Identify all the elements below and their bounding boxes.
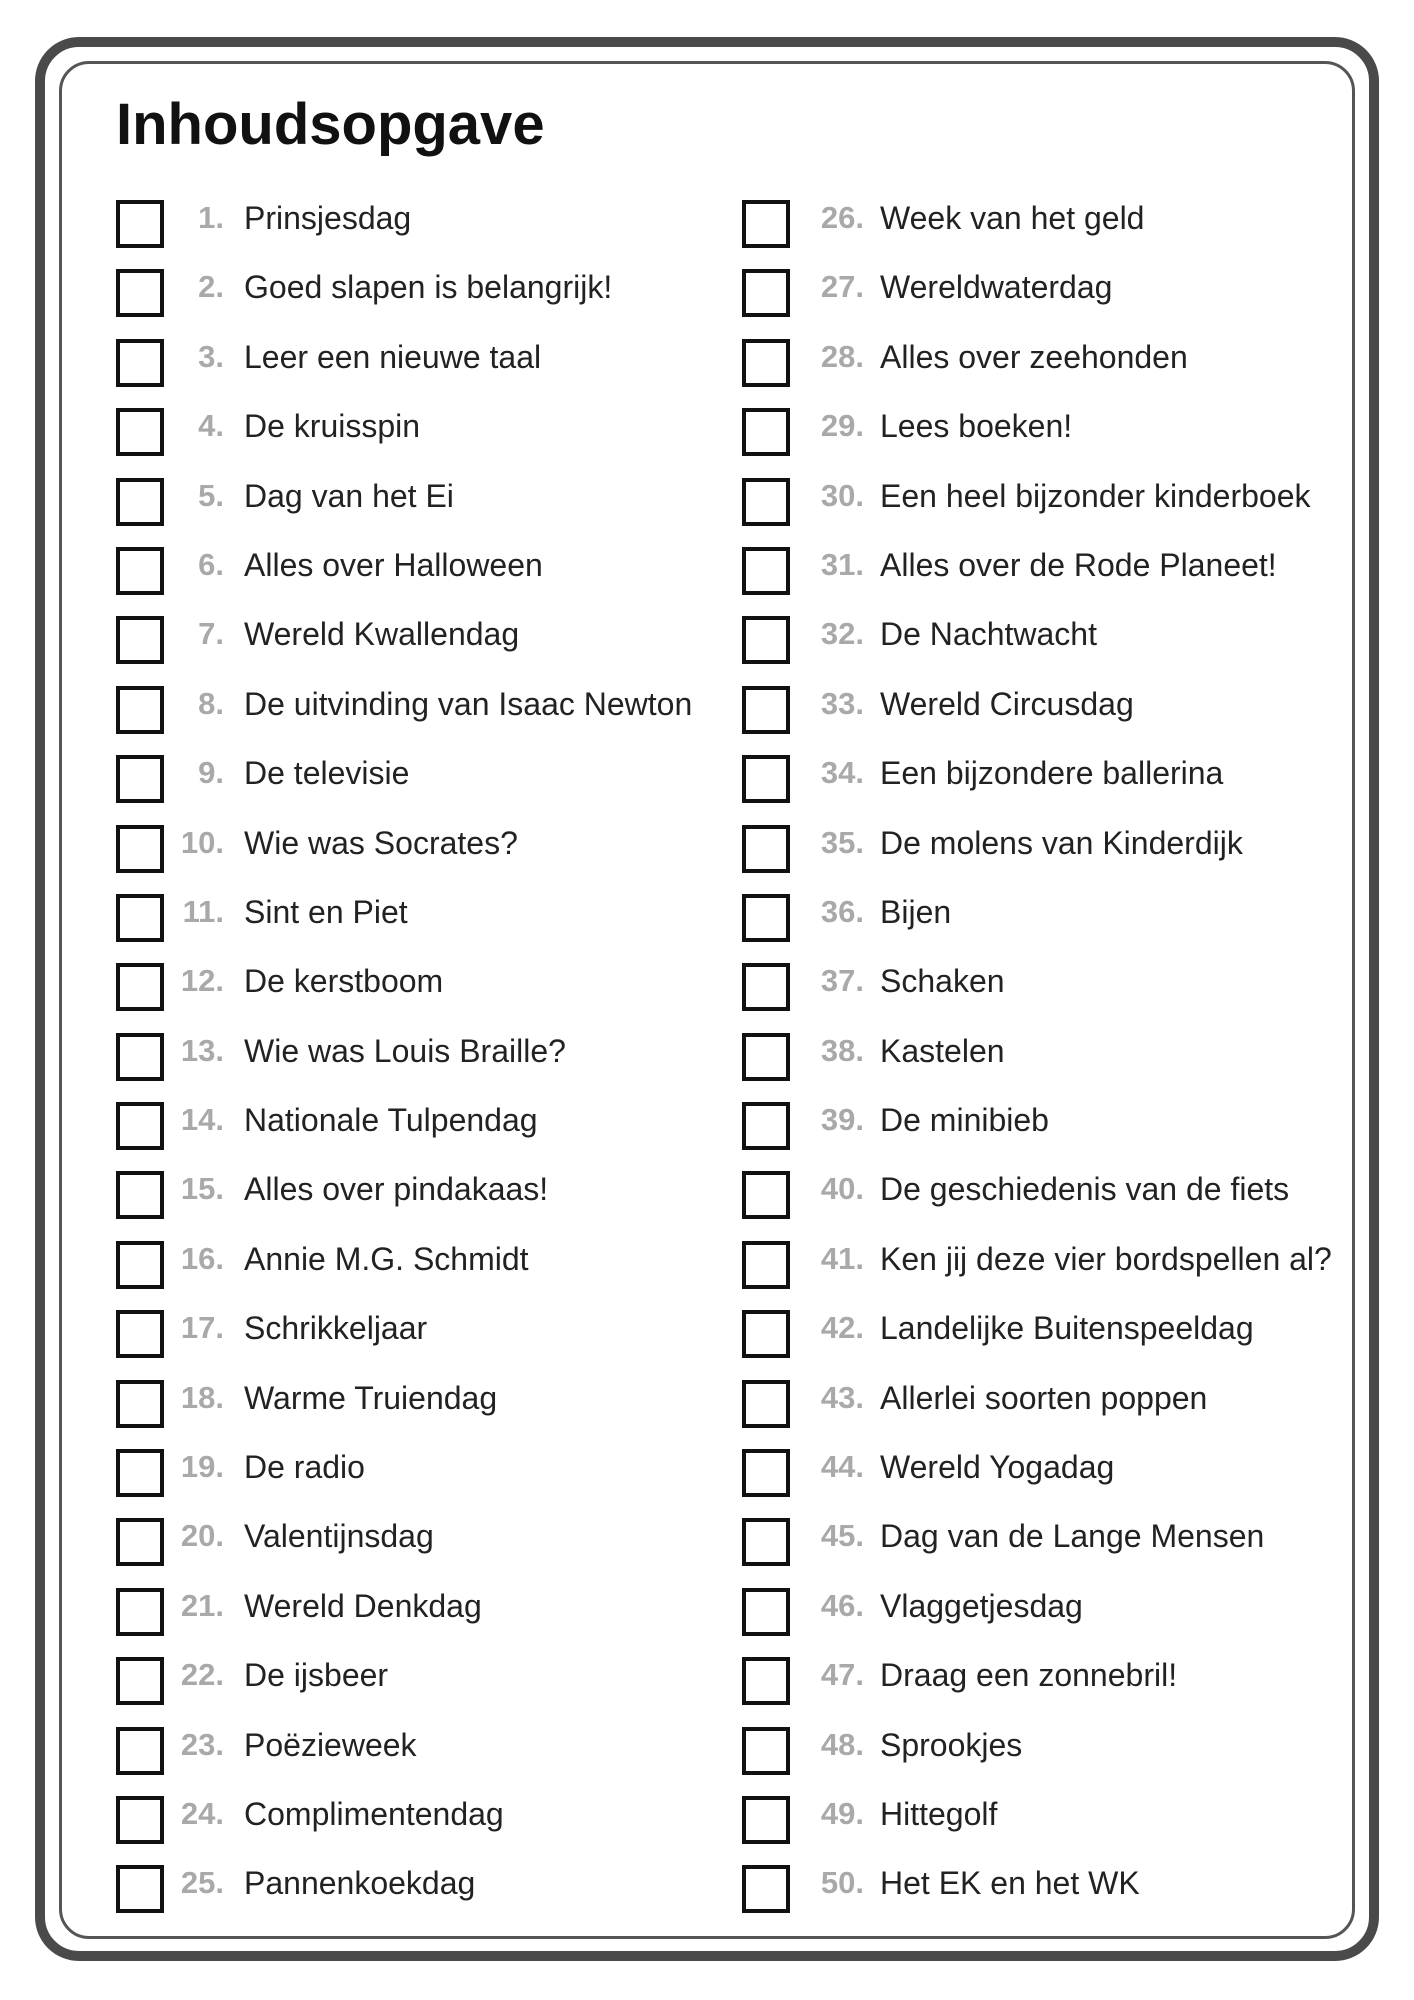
toc-item-number: 11. xyxy=(182,893,224,929)
toc-item-number: 50. xyxy=(820,1865,864,1901)
toc-item-label: Landelijke Buitenspeeldag xyxy=(880,1310,1254,1347)
toc-item-number: 25. xyxy=(180,1865,224,1901)
toc-item xyxy=(742,537,1362,606)
toc-item xyxy=(742,1717,1362,1786)
toc-item-number: 15. xyxy=(180,1171,224,1207)
toc-item-number: 35. xyxy=(820,824,864,860)
toc-item xyxy=(116,259,736,328)
toc-item-number: 40. xyxy=(820,1171,864,1207)
toc-item-number: 9. xyxy=(198,755,224,791)
toc-item xyxy=(116,1300,736,1369)
toc-item-label: Annie M.G. Schmidt xyxy=(244,1240,529,1277)
toc-item-number: 36. xyxy=(820,893,864,929)
toc-item xyxy=(116,398,736,467)
toc-item-number: 2. xyxy=(198,269,224,305)
toc-item-number: 18. xyxy=(180,1379,224,1415)
toc-item xyxy=(116,190,736,259)
toc-item-label: De Nachtwacht xyxy=(880,616,1097,653)
toc-item xyxy=(742,398,1362,467)
toc-item-label: Poëzieweek xyxy=(244,1726,417,1763)
toc-item-label: Dag van de Lange Mensen xyxy=(880,1518,1265,1555)
toc-item xyxy=(116,676,736,745)
toc-item-number: 41. xyxy=(820,1240,864,1276)
toc-item-label: De televisie xyxy=(244,755,410,792)
toc-item xyxy=(116,815,736,884)
toc-item xyxy=(742,606,1362,675)
toc-item-number: 7. xyxy=(198,616,224,652)
toc-item-number: 37. xyxy=(820,963,864,999)
toc-item-number: 30. xyxy=(820,477,864,513)
toc-item-number: 44. xyxy=(820,1449,864,1485)
toc-item xyxy=(116,537,736,606)
toc-item-label: Week van het geld xyxy=(880,200,1145,236)
toc-item-label: Pannenkoekdag xyxy=(244,1865,476,1902)
toc-item xyxy=(116,1647,736,1716)
toc-item xyxy=(742,953,1362,1022)
toc-item-label: Het EK en het WK xyxy=(880,1865,1140,1902)
toc-item-number: 34. xyxy=(820,755,864,791)
toc-item-number: 46. xyxy=(820,1587,864,1623)
toc-item-number: 17. xyxy=(180,1310,224,1346)
toc-column-left xyxy=(116,190,736,1925)
toc-item xyxy=(742,329,1362,398)
toc-item-number: 14. xyxy=(180,1102,224,1138)
toc-item xyxy=(116,1786,736,1855)
toc-item xyxy=(116,1092,736,1161)
toc-item-label: Hittegolf xyxy=(880,1795,998,1832)
toc-item xyxy=(742,676,1362,745)
toc-item xyxy=(742,1439,1362,1508)
toc-item xyxy=(116,1023,736,1092)
toc-item xyxy=(116,745,736,814)
toc-item-label: De minibieb xyxy=(880,1102,1049,1139)
toc-item xyxy=(116,1161,736,1230)
toc-item-number: 45. xyxy=(820,1518,864,1554)
toc-item xyxy=(742,815,1362,884)
toc-item-number: 23. xyxy=(180,1726,224,1762)
toc-item-number: 42. xyxy=(820,1310,864,1346)
toc-item-number: 12. xyxy=(180,963,224,999)
toc-item-label: Kastelen xyxy=(880,1032,1005,1069)
toc-item-label: Lees boeken! xyxy=(880,408,1073,445)
toc-item-number: 29. xyxy=(820,408,864,444)
toc-item-label: Een heel bijzonder kinderboek xyxy=(880,477,1311,514)
toc-item-number: 47. xyxy=(820,1657,864,1693)
toc-item-label: Alles over pindakaas! xyxy=(244,1171,549,1208)
toc-item-number: 5. xyxy=(198,477,224,513)
toc-item xyxy=(742,1231,1362,1300)
toc-item-label: Bijen xyxy=(880,893,952,930)
toc-item xyxy=(742,1023,1362,1092)
toc-item-number: 6. xyxy=(198,546,224,582)
toc-item-label: Nationale Tulpendag xyxy=(244,1102,538,1139)
toc-item xyxy=(116,468,736,537)
toc-item xyxy=(742,745,1362,814)
toc-item-label: De radio xyxy=(244,1449,365,1486)
toc-item-label: De ijsbeer xyxy=(244,1657,389,1694)
page-title: Inhoudsopgave xyxy=(116,92,545,157)
toc-item xyxy=(742,1161,1362,1230)
toc-item-label: Wie was Louis Braille? xyxy=(244,1032,566,1069)
toc-item xyxy=(742,1508,1362,1577)
toc-item-number: 3. xyxy=(198,338,224,374)
toc-item-label: Sprookjes xyxy=(880,1726,1023,1763)
toc-item xyxy=(116,1508,736,1577)
toc-item-number: 1. xyxy=(198,200,224,235)
toc-item-number: 33. xyxy=(820,685,864,721)
toc-column-right xyxy=(742,190,1362,1925)
toc-item-label: Wereld Denkdag xyxy=(244,1587,482,1624)
toc-item xyxy=(742,1370,1362,1439)
toc-item-label: De uitvinding van Isaac Newton xyxy=(244,685,693,722)
toc-item-number: 39. xyxy=(820,1102,864,1138)
toc-item-label: Schaken xyxy=(880,963,1005,1000)
toc-item xyxy=(116,884,736,953)
toc-item-label: Leer een nieuwe taal xyxy=(244,338,542,375)
toc-item-number: 24. xyxy=(180,1795,224,1831)
toc-item-number: 32. xyxy=(820,616,864,652)
toc-item-label: Wereldwaterdag xyxy=(880,269,1113,306)
toc-item-label: Valentijnsdag xyxy=(244,1518,434,1555)
toc-item xyxy=(742,1092,1362,1161)
toc-item xyxy=(116,1370,736,1439)
toc-item-number: 16. xyxy=(180,1240,224,1276)
toc-item-label: Dag van het Ei xyxy=(244,477,454,514)
toc-item-number: 13. xyxy=(180,1032,224,1068)
toc-item-label: Schrikkeljaar xyxy=(244,1310,428,1347)
toc-item-label: Goed slapen is belangrijk! xyxy=(244,269,613,306)
toc-item xyxy=(116,1578,736,1647)
toc-item xyxy=(742,1578,1362,1647)
toc-item-label: Allerlei soorten poppen xyxy=(880,1379,1208,1416)
toc-item-label: Sint en Piet xyxy=(244,893,408,930)
toc-item-label: Wereld Kwallendag xyxy=(244,616,520,653)
toc-item-label: De kerstboom xyxy=(244,963,444,1000)
toc-item-label: Een bijzondere ballerina xyxy=(880,755,1224,792)
toc-item-number: 43. xyxy=(820,1379,864,1415)
toc-item-label: Wie was Socrates? xyxy=(244,824,518,861)
toc-item-number: 38. xyxy=(820,1032,864,1068)
toc-item-number: 19. xyxy=(180,1449,224,1485)
toc-item xyxy=(116,606,736,675)
toc-item xyxy=(116,1717,736,1786)
toc-item-label: De kruisspin xyxy=(244,408,421,445)
toc-item-label: Alles over de Rode Planeet! xyxy=(880,546,1277,583)
toc-item xyxy=(116,1855,736,1924)
toc-item-label: Prinsjesdag xyxy=(244,200,412,236)
toc-item xyxy=(742,468,1362,537)
toc-item-label: Complimentendag xyxy=(244,1795,504,1832)
toc-item-label: Alles over Halloween xyxy=(244,546,543,583)
toc-item-number: 10. xyxy=(180,824,224,860)
toc-item-number: 22. xyxy=(180,1657,224,1693)
toc-item xyxy=(116,953,736,1022)
toc-item-number: 20. xyxy=(180,1518,224,1554)
toc-item-label: Draag een zonnebril! xyxy=(880,1657,1178,1694)
toc-item xyxy=(742,1300,1362,1369)
toc-item-label: Wereld Yogadag xyxy=(880,1449,1115,1486)
toc-item xyxy=(742,190,1362,259)
toc-item-label: Ken jij deze vier bordspellen al? xyxy=(880,1240,1332,1277)
toc-item-number: 27. xyxy=(820,269,864,305)
toc-item-number: 8. xyxy=(198,685,224,721)
toc-item-label: Warme Truiendag xyxy=(244,1379,498,1416)
toc-item-label: Vlaggetjesdag xyxy=(880,1587,1083,1624)
toc-item-label: Alles over zeehonden xyxy=(880,338,1188,375)
toc-item-number: 4. xyxy=(198,408,224,444)
toc-item xyxy=(116,1231,736,1300)
toc-item xyxy=(116,329,736,398)
toc-item-label: Wereld Circusdag xyxy=(880,685,1134,722)
toc-item-label: De molens van Kinderdijk xyxy=(880,824,1243,861)
toc-item xyxy=(742,1855,1362,1924)
toc-item-number: 26. xyxy=(820,200,864,235)
toc-item-number: 28. xyxy=(820,338,864,374)
toc-item-number: 49. xyxy=(820,1795,864,1831)
toc-item-number: 48. xyxy=(820,1726,864,1762)
toc-item xyxy=(116,1439,736,1508)
toc-item xyxy=(742,1647,1362,1716)
toc-item xyxy=(742,1786,1362,1855)
toc-item-number: 31. xyxy=(820,546,864,582)
toc-item-number: 21. xyxy=(180,1587,224,1623)
toc-item xyxy=(742,884,1362,953)
toc-item-label: De geschiedenis van de fiets xyxy=(880,1171,1290,1208)
toc-item xyxy=(742,259,1362,328)
